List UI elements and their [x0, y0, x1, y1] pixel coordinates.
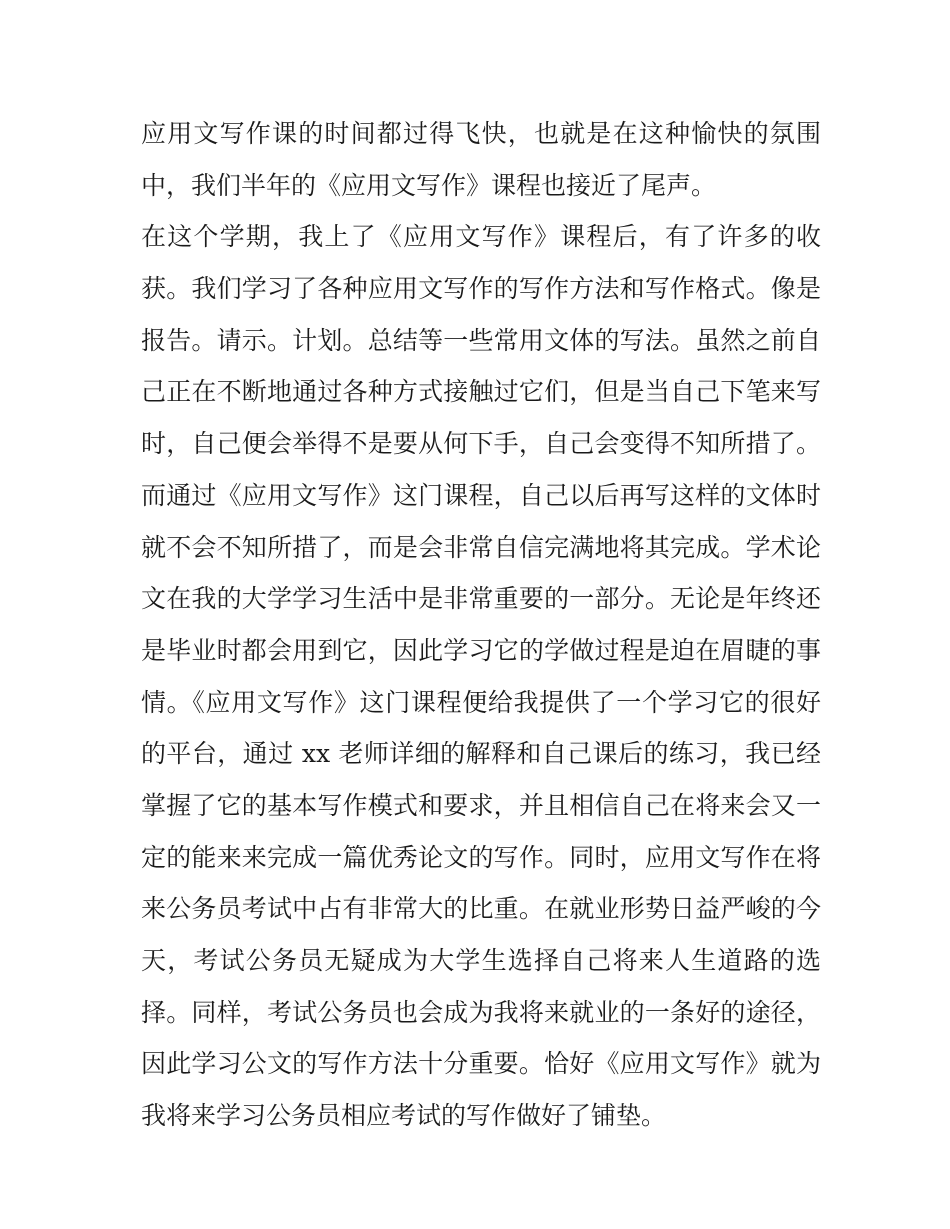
- text-line: 情。《应用文写作》这门课程便给我提供了一个学习它的很好: [141, 687, 821, 717]
- text-line: 我将来学习公务员相应考试的写作做好了铺垫。: [141, 1101, 667, 1131]
- text-line: 获。我们学习了各种应用文写作的写作方法和写作格式。像是: [141, 274, 821, 304]
- text-line: 就不会不知所措了，而是会非常自信完满地将其完成。学术论: [141, 532, 821, 562]
- paragraph-1: [141, 108, 821, 211]
- text-line: 报告。请示。计划。总结等一些常用文体的写法。虽然之前自: [141, 325, 821, 355]
- text-line: 来公务员考试中占有非常大的比重。在就业形势日益严峻的今: [141, 894, 821, 924]
- paragraph-2: [141, 211, 821, 1141]
- text-line: 在这个学期，我上了《应用文写作》课程后，有了许多的收: [141, 222, 821, 252]
- text-line: 的平台，通过 xx 老师详细的解释和自己课后的练习，我已经: [141, 739, 821, 769]
- document-body: [141, 108, 821, 1142]
- text-line: 天，考试公务员无疑成为大学生选择自己将来人生道路的选: [141, 946, 821, 975]
- text-line: 定的能来来完成一篇优秀论文的写作。同时，应用文写作在将: [141, 842, 821, 872]
- text-line: 是毕业时都会用到它，因此学习它的学做过程是迫在眉睫的事: [141, 635, 821, 665]
- text-line: 而通过《应用文写作》这门课程，自己以后再写这样的文体时: [141, 480, 821, 510]
- text-line: 应用文写作课的时间都过得飞快，也就是在这种愉快的氛围: [141, 119, 821, 148]
- text-line: 己正在不断地通过各种方式接触过它们，但是当自己下笔来写: [141, 377, 821, 407]
- text-line: 因此学习公文的写作方法十分重要。恰好《应用文写作》就为: [141, 1049, 821, 1079]
- text-line: 掌握了它的基本写作模式和要求，并且相信自己在将来会又一: [141, 790, 821, 820]
- text-line: 择。同样，考试公务员也会成为我将来就业的一条好的途径，: [141, 997, 821, 1027]
- text-line: 时，自己便会举得不是要从何下手，自己会变得不知所措了。: [141, 429, 821, 459]
- text-line: 文在我的大学学习生活中是非常重要的一部分。无论是年终还: [141, 584, 821, 614]
- text-line: 中，我们半年的《应用文写作》课程也接近了尾声。: [141, 170, 717, 200]
